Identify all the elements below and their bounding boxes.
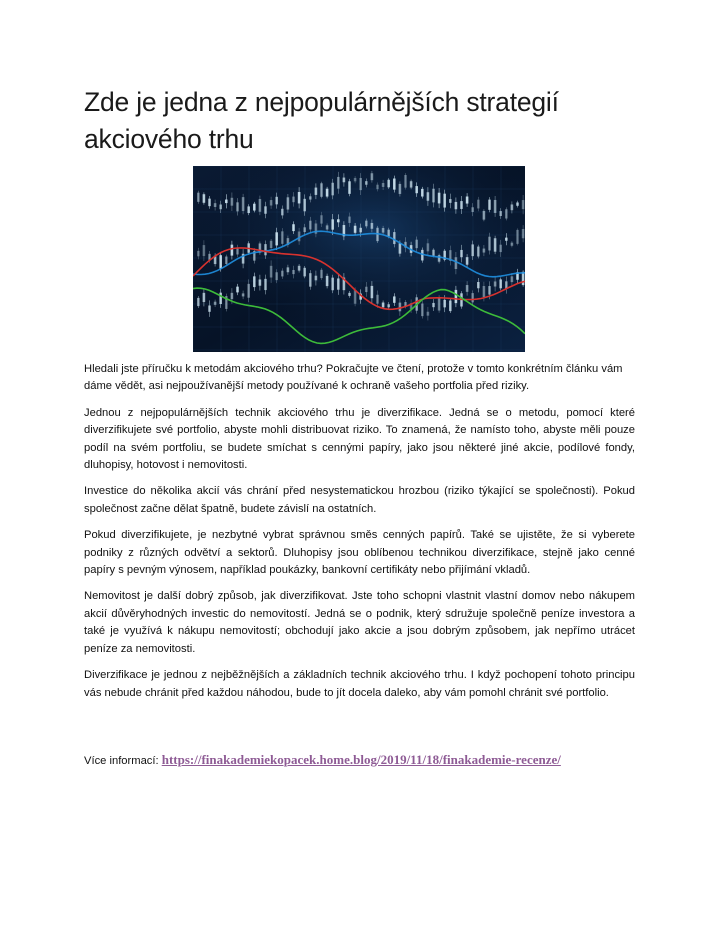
candle-body bbox=[214, 302, 217, 305]
candle-body bbox=[432, 189, 435, 203]
candle-body bbox=[225, 256, 228, 264]
candle-body bbox=[320, 215, 323, 223]
candle-body bbox=[348, 217, 351, 223]
more-info-link[interactable]: https://finakademiekopacek.home.blog/2019/11/18/finakademie-recenze/ bbox=[161, 752, 561, 767]
candle-body bbox=[376, 185, 379, 190]
candle-body bbox=[477, 282, 480, 288]
candle-body bbox=[326, 276, 329, 286]
candle-body bbox=[404, 175, 407, 188]
candle-body bbox=[494, 200, 497, 213]
paragraph-diversification: Jednou z nejpopulárnějších technik akciového trhu je diverzifikace. Jedná se o metodu, pomocí které diverzifikujete své portfolio, abyste mohli distribuovat riziko. To znamená, že namísto toho, abyste měli pouze podíl na svém portfoliu, se budete smíchat s cennými papíry, jako jsou některé jiné akcie, podílové fondy, dluhopisy, hotovost i nemovitosti. bbox=[84, 406, 635, 472]
candle-body bbox=[275, 272, 278, 280]
candle-body bbox=[348, 293, 351, 296]
stock-chart-image bbox=[193, 166, 525, 352]
candle-body bbox=[247, 284, 250, 298]
candle-body bbox=[359, 178, 362, 190]
paragraph-intro: Hledali jste příručku k metodám akciového trhu? Pokračujte ve čtení, protože v tomto konkrétním článku vám dáme vědět, asi nejpoužívanější metody používané k ochraně vašeho portfolia před riziky. bbox=[84, 363, 623, 393]
more-info-label: Více informací: bbox=[84, 755, 162, 767]
candle-body bbox=[264, 279, 267, 290]
candle-body bbox=[466, 196, 469, 203]
candle-body bbox=[387, 180, 390, 188]
paragraph-real-estate: Nemovitost je další dobrý způsob, jak diverzifikovat. Jste toho schopni vlastnit vlastní domov nebo nákupem akcií důvěryhodných investic do nemovitostí. Jedná se o podnik, který sdružuje společně peníze investora a také je využívá k nákupu nemovitostí; obchodují jako akcie a jsou dobrým způsobem, jak nepřímo utrácet peníze za nemovitosti. bbox=[84, 590, 635, 655]
candle-body bbox=[460, 201, 463, 209]
candle-body bbox=[471, 207, 474, 212]
candle-body bbox=[281, 231, 284, 244]
candle-body bbox=[516, 202, 519, 205]
candle-body bbox=[382, 183, 385, 187]
candle-body bbox=[264, 244, 267, 255]
candle-body bbox=[516, 230, 519, 244]
candle-body bbox=[499, 211, 502, 216]
candle-body bbox=[399, 243, 402, 253]
candle-body bbox=[219, 204, 222, 209]
candle-body bbox=[494, 282, 497, 287]
candle-body bbox=[203, 293, 206, 302]
candle-body bbox=[231, 198, 234, 206]
candle-body bbox=[449, 199, 452, 203]
candle-body bbox=[303, 199, 306, 211]
candle-body bbox=[287, 267, 290, 272]
candle-body bbox=[343, 178, 346, 183]
candle-body bbox=[488, 286, 491, 295]
candle-body bbox=[354, 226, 357, 233]
candle-body bbox=[438, 297, 441, 310]
candle-body bbox=[421, 304, 424, 317]
candle-body bbox=[331, 219, 334, 229]
candle-body bbox=[259, 279, 262, 285]
candle-body bbox=[432, 250, 435, 256]
candle-body bbox=[415, 186, 418, 193]
candle-body bbox=[511, 276, 514, 282]
candle-body bbox=[438, 193, 441, 204]
candle-body bbox=[488, 237, 491, 251]
candle-body bbox=[382, 303, 385, 308]
candle-body bbox=[203, 245, 206, 256]
candle-body bbox=[399, 303, 402, 312]
candle-body bbox=[443, 194, 446, 208]
candle-body bbox=[242, 197, 245, 211]
candle-body bbox=[197, 251, 200, 256]
candle-body bbox=[365, 181, 368, 185]
candle-body bbox=[387, 230, 390, 237]
candle-body bbox=[214, 203, 217, 207]
candle-body bbox=[488, 200, 491, 210]
candle-body bbox=[281, 271, 284, 277]
candle-body bbox=[303, 268, 306, 277]
candle-body bbox=[477, 247, 480, 257]
candle-body bbox=[371, 286, 374, 298]
candle-body bbox=[270, 266, 273, 278]
page-title: Zde je jedna z nejpopulárnějších strategií akciového trhu bbox=[84, 87, 559, 154]
candle-body bbox=[197, 298, 200, 306]
candle-body bbox=[499, 245, 502, 252]
candle-body bbox=[483, 211, 486, 220]
candle-body bbox=[320, 270, 323, 278]
candle-body bbox=[393, 232, 396, 244]
candle-body bbox=[415, 240, 418, 248]
candle-body bbox=[231, 293, 234, 299]
candle-body bbox=[522, 229, 525, 238]
candle-body bbox=[393, 179, 396, 190]
candle-body bbox=[399, 184, 402, 194]
candle-body bbox=[455, 202, 458, 209]
candle-body bbox=[292, 224, 295, 231]
candle-body bbox=[471, 293, 474, 302]
candle-body bbox=[208, 305, 211, 311]
candle-body bbox=[522, 200, 525, 209]
candle-body bbox=[208, 199, 211, 207]
candle-body bbox=[511, 243, 514, 246]
candle-body bbox=[466, 257, 469, 265]
candle-body bbox=[331, 278, 334, 291]
candle-body bbox=[303, 227, 306, 232]
candle-body bbox=[264, 206, 267, 213]
candle-body bbox=[203, 194, 206, 203]
candle-body bbox=[225, 200, 228, 204]
candle-body bbox=[511, 204, 514, 210]
candle-body bbox=[393, 296, 396, 302]
candle-body bbox=[275, 232, 278, 245]
candle-body bbox=[354, 290, 357, 304]
candle-body bbox=[236, 202, 239, 211]
candle-body bbox=[219, 293, 222, 304]
candle-body bbox=[337, 177, 340, 189]
candle-body bbox=[460, 250, 463, 257]
candle-body bbox=[326, 225, 329, 229]
candle-body bbox=[427, 192, 430, 200]
candle-body bbox=[292, 270, 295, 274]
candle-body bbox=[483, 249, 486, 253]
candle-body bbox=[421, 189, 424, 197]
candle-body bbox=[466, 285, 469, 292]
candle-body bbox=[505, 238, 508, 241]
candle-body bbox=[298, 266, 301, 271]
candle-body bbox=[376, 295, 379, 304]
paragraph-conclusion: Diverzifikace je jednou z nejběžnějších a základních technik akciového trhu. I když pochopení tohoto principu vás nebude chránit před každou náhodou, bude to jít docela daleko, aby vám pomohl chránit své portfolio. bbox=[84, 669, 635, 699]
candle-body bbox=[320, 183, 323, 197]
candle-body bbox=[387, 304, 390, 307]
candle-body bbox=[197, 193, 200, 202]
candle-body bbox=[505, 209, 508, 218]
candle-body bbox=[236, 287, 239, 293]
candle-body bbox=[455, 290, 458, 303]
candle-body bbox=[494, 238, 497, 251]
candle-body bbox=[443, 300, 446, 308]
candle-body bbox=[331, 183, 334, 196]
candle-body bbox=[337, 278, 340, 289]
paragraph-mix: Pokud diverzifikujete, je nezbytné vybrat správnou směs cenných papírů. Také se ujistěte, že si vyberete podniky z různých odvětví a sektorů. Dluhopisy jsou oblíbenou technikou diverzifikace, stejně jako cenné papíry s pevným výnosem, například poukázky, bankovní certifikáty nebo přijímání vkladů. bbox=[84, 529, 635, 577]
candle-body bbox=[326, 189, 329, 197]
candle-body bbox=[253, 276, 256, 287]
candle-body bbox=[337, 219, 340, 222]
candle-body bbox=[449, 301, 452, 312]
candle-body bbox=[275, 197, 278, 205]
candle-body bbox=[259, 199, 262, 212]
candle-body bbox=[270, 200, 273, 205]
candle-body bbox=[242, 293, 245, 296]
candle-body bbox=[359, 228, 362, 233]
article-body bbox=[84, 361, 635, 711]
candle-body bbox=[365, 221, 368, 227]
candle-body bbox=[371, 223, 374, 229]
candle-body bbox=[477, 200, 480, 209]
candle-body bbox=[455, 257, 458, 269]
candle-body bbox=[309, 196, 312, 199]
candle-body bbox=[270, 241, 273, 248]
candle-body bbox=[253, 204, 256, 211]
candle-body bbox=[348, 181, 351, 194]
candle-body bbox=[371, 173, 374, 180]
candle-body bbox=[309, 273, 312, 286]
candle-body bbox=[292, 197, 295, 203]
candle-body bbox=[231, 245, 234, 256]
paragraph-investment: Investice do několika akcií vás chrání před nesystematickou hrozbou (riziko týkající se společnosti). Pokud společnost začne dělat špatně, budete závislí na ostatních. bbox=[84, 485, 635, 515]
candle-body bbox=[219, 255, 222, 268]
candle-body bbox=[298, 192, 301, 203]
candle-body bbox=[483, 286, 486, 297]
candle-body bbox=[471, 244, 474, 256]
candle-body bbox=[499, 279, 502, 288]
candle-body bbox=[315, 276, 318, 281]
candle-body bbox=[432, 303, 435, 307]
candle-body bbox=[410, 181, 413, 187]
more-info bbox=[84, 750, 561, 771]
candle-body bbox=[354, 178, 357, 181]
candle-body bbox=[427, 312, 430, 316]
candle-body bbox=[287, 197, 290, 209]
candle-body bbox=[247, 206, 250, 213]
candle-body bbox=[522, 272, 525, 285]
candle-body bbox=[365, 287, 368, 292]
candle-body bbox=[382, 228, 385, 233]
candle-body bbox=[427, 243, 430, 251]
candle-body bbox=[281, 209, 284, 216]
candle-body bbox=[315, 188, 318, 195]
candle-body bbox=[309, 221, 312, 230]
